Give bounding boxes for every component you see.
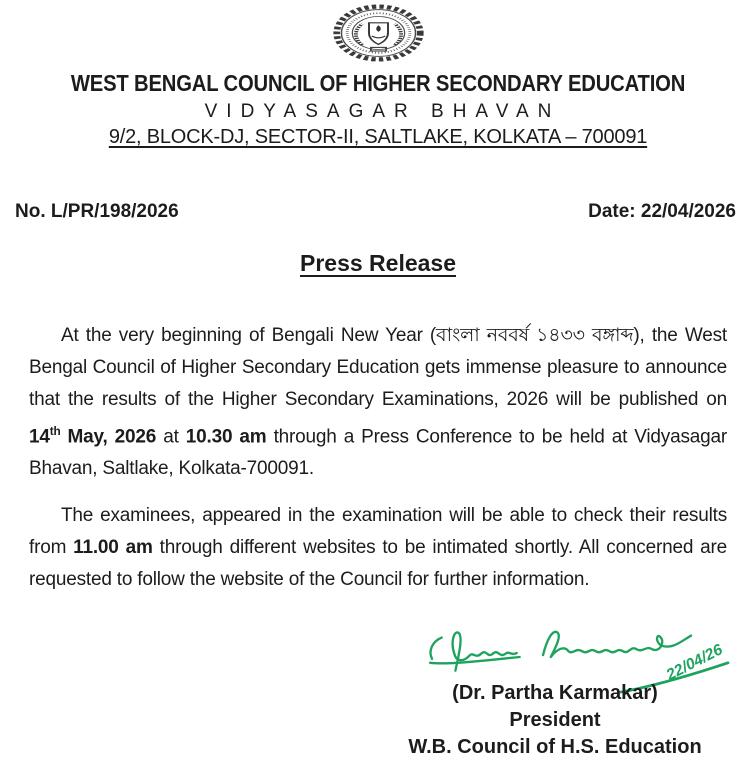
results-available-time: 11.00 am bbox=[73, 537, 153, 559]
result-date-day: 14 bbox=[29, 426, 50, 448]
para2-tail: through different websites to be intimated shortly. All concerned are requested to follow the website of the Council for further information. bbox=[29, 537, 728, 591]
page-title: Press Release bbox=[299, 250, 456, 276]
council-seal-logo bbox=[331, 3, 426, 63]
signatory-name: (Dr. Partha Karmakar) bbox=[452, 682, 658, 705]
title-row bbox=[0, 250, 756, 277]
building-name: VIDYASAGAR BHAVAN bbox=[204, 101, 561, 122]
document-date: Date: 22/04/2026 bbox=[588, 201, 736, 222]
para1-text: At the very beginning of Bengali New Year (বাংলা নববর্ষ ১৪৩৩ বঙ্গাব্দ), the West Bengal Council of Higher Secondary Education gets immense pleasure to announce that the results of the Higher Secondary Examinations, 2026 will be published on bbox=[29, 325, 727, 410]
press-conference-time: 10.30 am bbox=[185, 426, 267, 448]
signature-area bbox=[0, 620, 756, 761]
reference-number: No. L/PR/198/2026 bbox=[15, 201, 179, 222]
paragraph-announcement bbox=[29, 320, 727, 485]
ref-date-row bbox=[15, 201, 736, 223]
signature-date: 22/04/26 bbox=[663, 641, 726, 685]
signatory-block bbox=[396, 680, 714, 761]
para1-connector: at bbox=[156, 426, 186, 448]
signatory-organization: W.B. Council of H.S. Education bbox=[408, 736, 702, 759]
para2-text: The examinees, appeared in the examination will be able to check their results from bbox=[29, 505, 727, 559]
para1-tail: through a Press Conference to be held at Vidyasagar Bhavan, Saltlake, Kolkata-700091. bbox=[29, 426, 727, 480]
result-date-ordinal: th bbox=[49, 425, 61, 438]
address-line bbox=[0, 126, 756, 149]
address-text: 9/2, BLOCK-DJ, SECTOR-II, SALTLAKE, KOLKATA – 700091 bbox=[108, 126, 648, 148]
signatory-designation: President bbox=[509, 709, 601, 732]
org-name: WEST BENGAL COUNCIL OF HIGHER SECONDARY EDUCATION bbox=[70, 70, 686, 96]
council-seal-icon bbox=[331, 3, 426, 63]
paragraph-examinees bbox=[29, 500, 727, 596]
result-date-month-year: May, 2026 bbox=[60, 426, 157, 448]
